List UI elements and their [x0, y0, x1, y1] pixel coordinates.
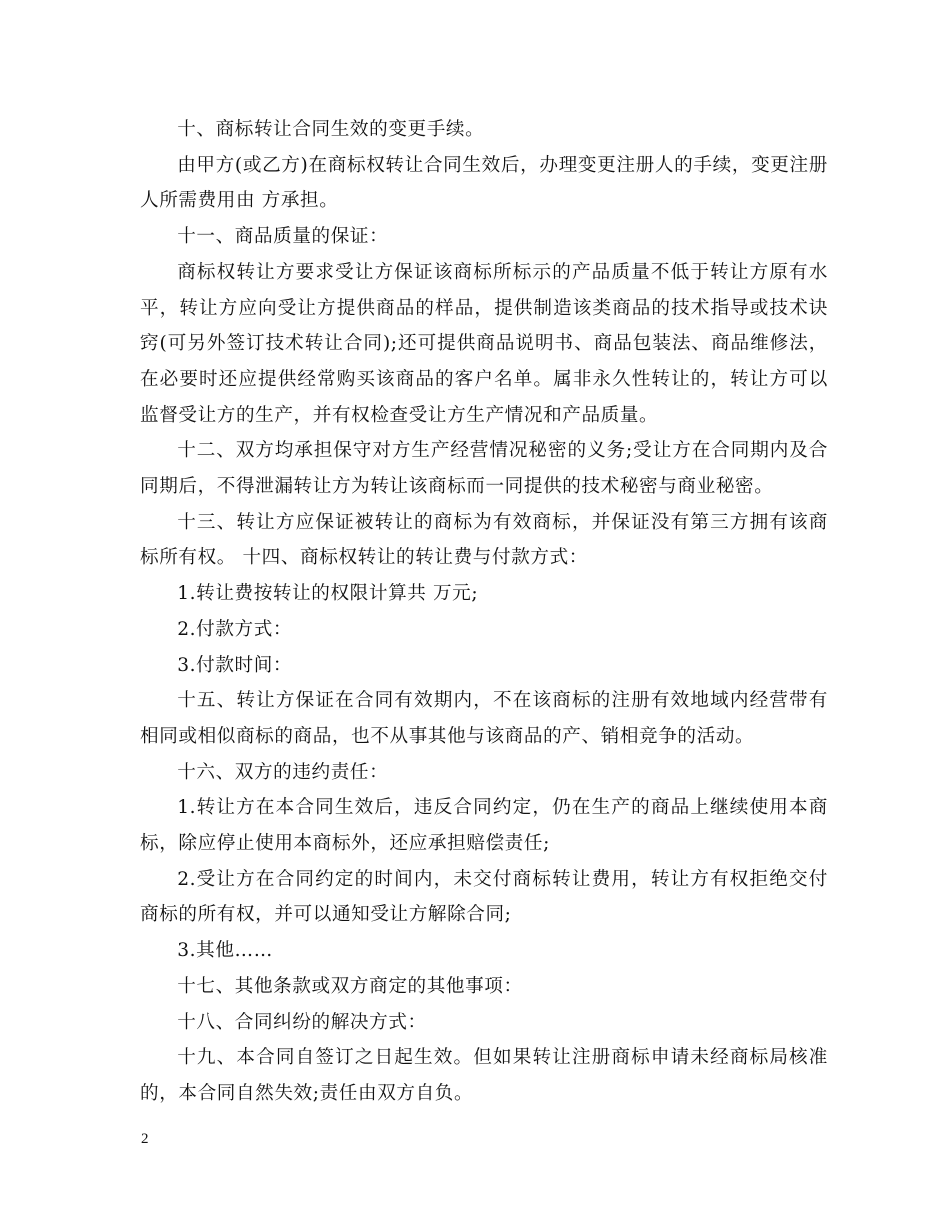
paragraph-clause-19: 十九、本合同自签订之日起生效。但如果转让注册商标申请未经商标局核准的，本合同自然失效;责任由双方自负。 — [140, 1047, 828, 1104]
paragraph-clause-16: 十六、双方的违约责任： — [177, 761, 389, 783]
paragraph-clause-14-item-3: 3.付款时间： — [177, 654, 293, 676]
paragraph-clause-15: 十五、转让方保证在合同有效期内，不在该商标的注册有效地域内经营带有相同或相似商标的商品，也不从事其他与该商品的产、销相竞争的活动。 — [140, 690, 828, 747]
paragraph-clause-10-detail: 由甲方(或乙方)在商标权转让合同生效后，办理变更注册人的手续，变更注册人所需费用由 方承担。 — [140, 154, 828, 212]
paragraph-clause-10: 十、商标转让合同生效的变更手续。 — [177, 119, 485, 140]
document-body — [140, 112, 828, 1112]
paragraph-clause-12: 十二、双方均承担保守对方生产经营情况秘密的义务;受让方在合同期内及合同期后，不得泄漏转让方为转让该商标而一同提供的技术秘密与商业秘密。 — [140, 440, 828, 498]
paragraph-clause-16-item-1: 1.转让方在本合同生效后，违反合同约定，仍在生产的商品上继续使用本商标，除应停止使用本商标外，还应承担赔偿责任; — [140, 797, 828, 855]
paragraph-clause-18: 十八、合同纠纷的解决方式： — [177, 1011, 427, 1033]
paragraph-clause-13-14: 十三、转让方应保证被转让的商标为有效商标，并保证没有第三方拥有该商标所有权。 十四、商标权转让的转让费与付款方式： — [140, 511, 828, 569]
paragraph-clause-16-item-2: 2.受让方在合同约定的时间内，未交付商标转让费用，转让方有权拒绝交付商标的所有权，并可以通知受让方解除合同; — [140, 868, 828, 926]
paragraph-clause-14-item-1: 1.转让费按转让的权限计算共 万元; — [177, 583, 479, 605]
paragraph-clause-11: 十一、商品质量的保证： — [177, 226, 389, 248]
paragraph-clause-14-item-2: 2.付款方式： — [177, 618, 293, 640]
paragraph-clause-17: 十七、其他条款或双方商定的其他事项： — [177, 975, 523, 997]
paragraph-clause-11-detail: 商标权转让方要求受让方保证该商标所标示的产品质量不低于转让方原有水平，转让方应向受让方提供商品的样品，提供制造该类商品的技术指导或技术诀窍(可另外签订技术转让合同);还可提供商品说明书、商品包装法、商品维修法，在必要时还应提供经常购买该商品的客户名单。属非永久性转让的，转让方可以监督受让方的生产，并有权检查受让方生产情况和产品质量。 — [140, 261, 828, 426]
paragraph-clause-16-item-3: 3.其他…… — [177, 940, 273, 962]
page-number: 2 — [141, 1131, 149, 1147]
